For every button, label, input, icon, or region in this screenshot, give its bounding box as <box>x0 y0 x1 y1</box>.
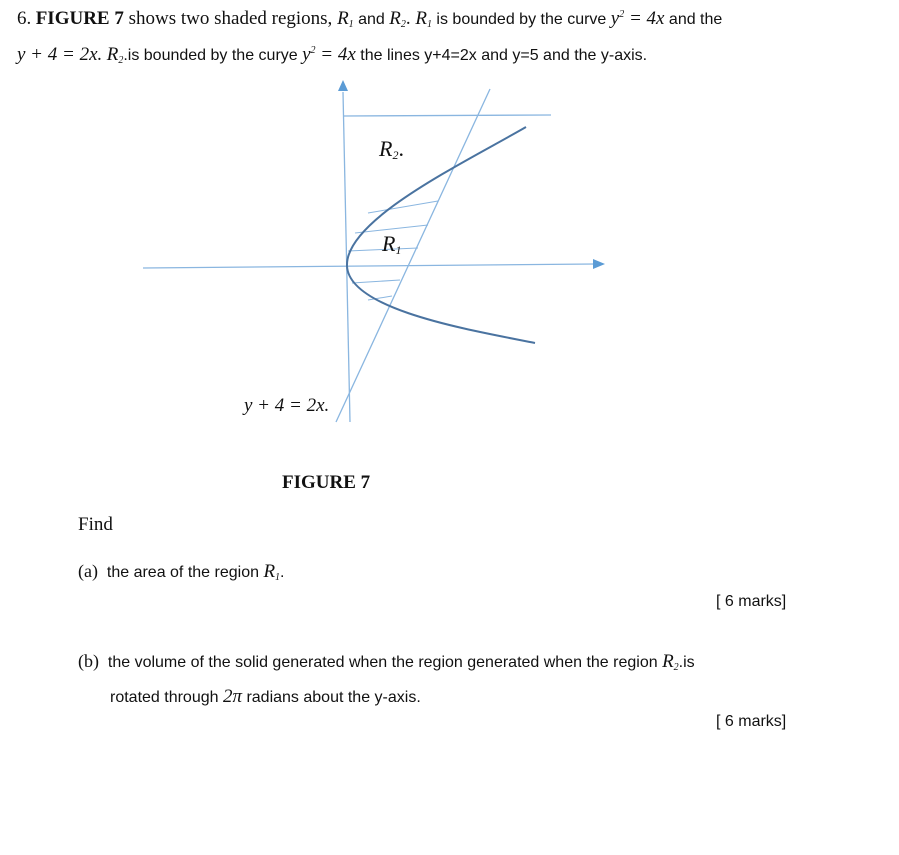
period: . <box>405 8 416 29</box>
region-r1-symbol: $R_1$ <box>337 8 354 30</box>
line-y-plus-4-equals-2x <box>336 89 490 422</box>
part-b-text-3: radians about the y-axis. <box>242 689 421 706</box>
hatch-line <box>352 280 400 283</box>
part-b-angle: 2π <box>222 686 242 707</box>
region-r2-symbol: $R_2$ <box>389 8 406 30</box>
part-b-question <box>78 651 695 673</box>
part-b-region: $R_2$ <box>662 651 679 673</box>
figure-reference: FIGURE 7 <box>35 8 124 29</box>
and-text: and <box>353 11 390 28</box>
intro-text: shows two shaded regions, <box>123 8 338 29</box>
y-axis-arrow-icon <box>338 80 348 91</box>
x-axis <box>143 264 595 268</box>
r2-bounded-text: .is bounded by the curye <box>123 47 303 64</box>
region-r1-symbol-2: $R_1$ <box>415 8 432 30</box>
part-b-end: .is <box>678 654 695 671</box>
and-the-text: and the <box>664 11 723 28</box>
hatch-line <box>368 201 438 213</box>
line-y-equals-5 <box>343 115 551 116</box>
curve-equation-2: $y^2 = 4x$ <box>302 44 356 65</box>
part-b-text-2: rotated through <box>110 689 223 706</box>
find-heading: Find <box>78 514 113 535</box>
r2-figure-label: $R_2$. <box>379 136 404 162</box>
part-b-marks: [ 6 marks] <box>716 713 787 730</box>
r1-figure-label: $R_1$ <box>382 231 402 257</box>
part-a-label: (a) <box>78 561 98 581</box>
question-number: 6. <box>17 8 32 29</box>
part-b-label: (b) <box>78 651 99 671</box>
part-b-text: the volume of the solid generated when the region generated when the region <box>107 654 663 671</box>
line-equation-figure-label: y + 4 = 2x. <box>244 395 330 416</box>
part-a-question <box>78 561 285 583</box>
curve-equation: $y^2 = 4x$ <box>610 8 665 29</box>
lines-text: the lines y+4=2x and y=5 and the y-axis. <box>355 47 648 64</box>
part-a-marks: [ 6 marks] <box>716 593 787 610</box>
parabola-curve <box>347 127 535 343</box>
part-a-text: the area of the region <box>106 564 264 581</box>
part-b-question-line-2 <box>110 686 421 708</box>
bounded-curve-text: is bounded by the curve <box>431 11 611 28</box>
x-axis-arrow-icon <box>593 259 605 269</box>
line-equation: y + 4 = 2x. <box>17 44 103 65</box>
part-a-end: . <box>280 564 285 581</box>
region-r2-symbol-2: $R_2$ <box>106 44 124 66</box>
part-a-region: $R_1$ <box>263 561 281 583</box>
figure-caption: FIGURE 7 <box>282 472 371 493</box>
